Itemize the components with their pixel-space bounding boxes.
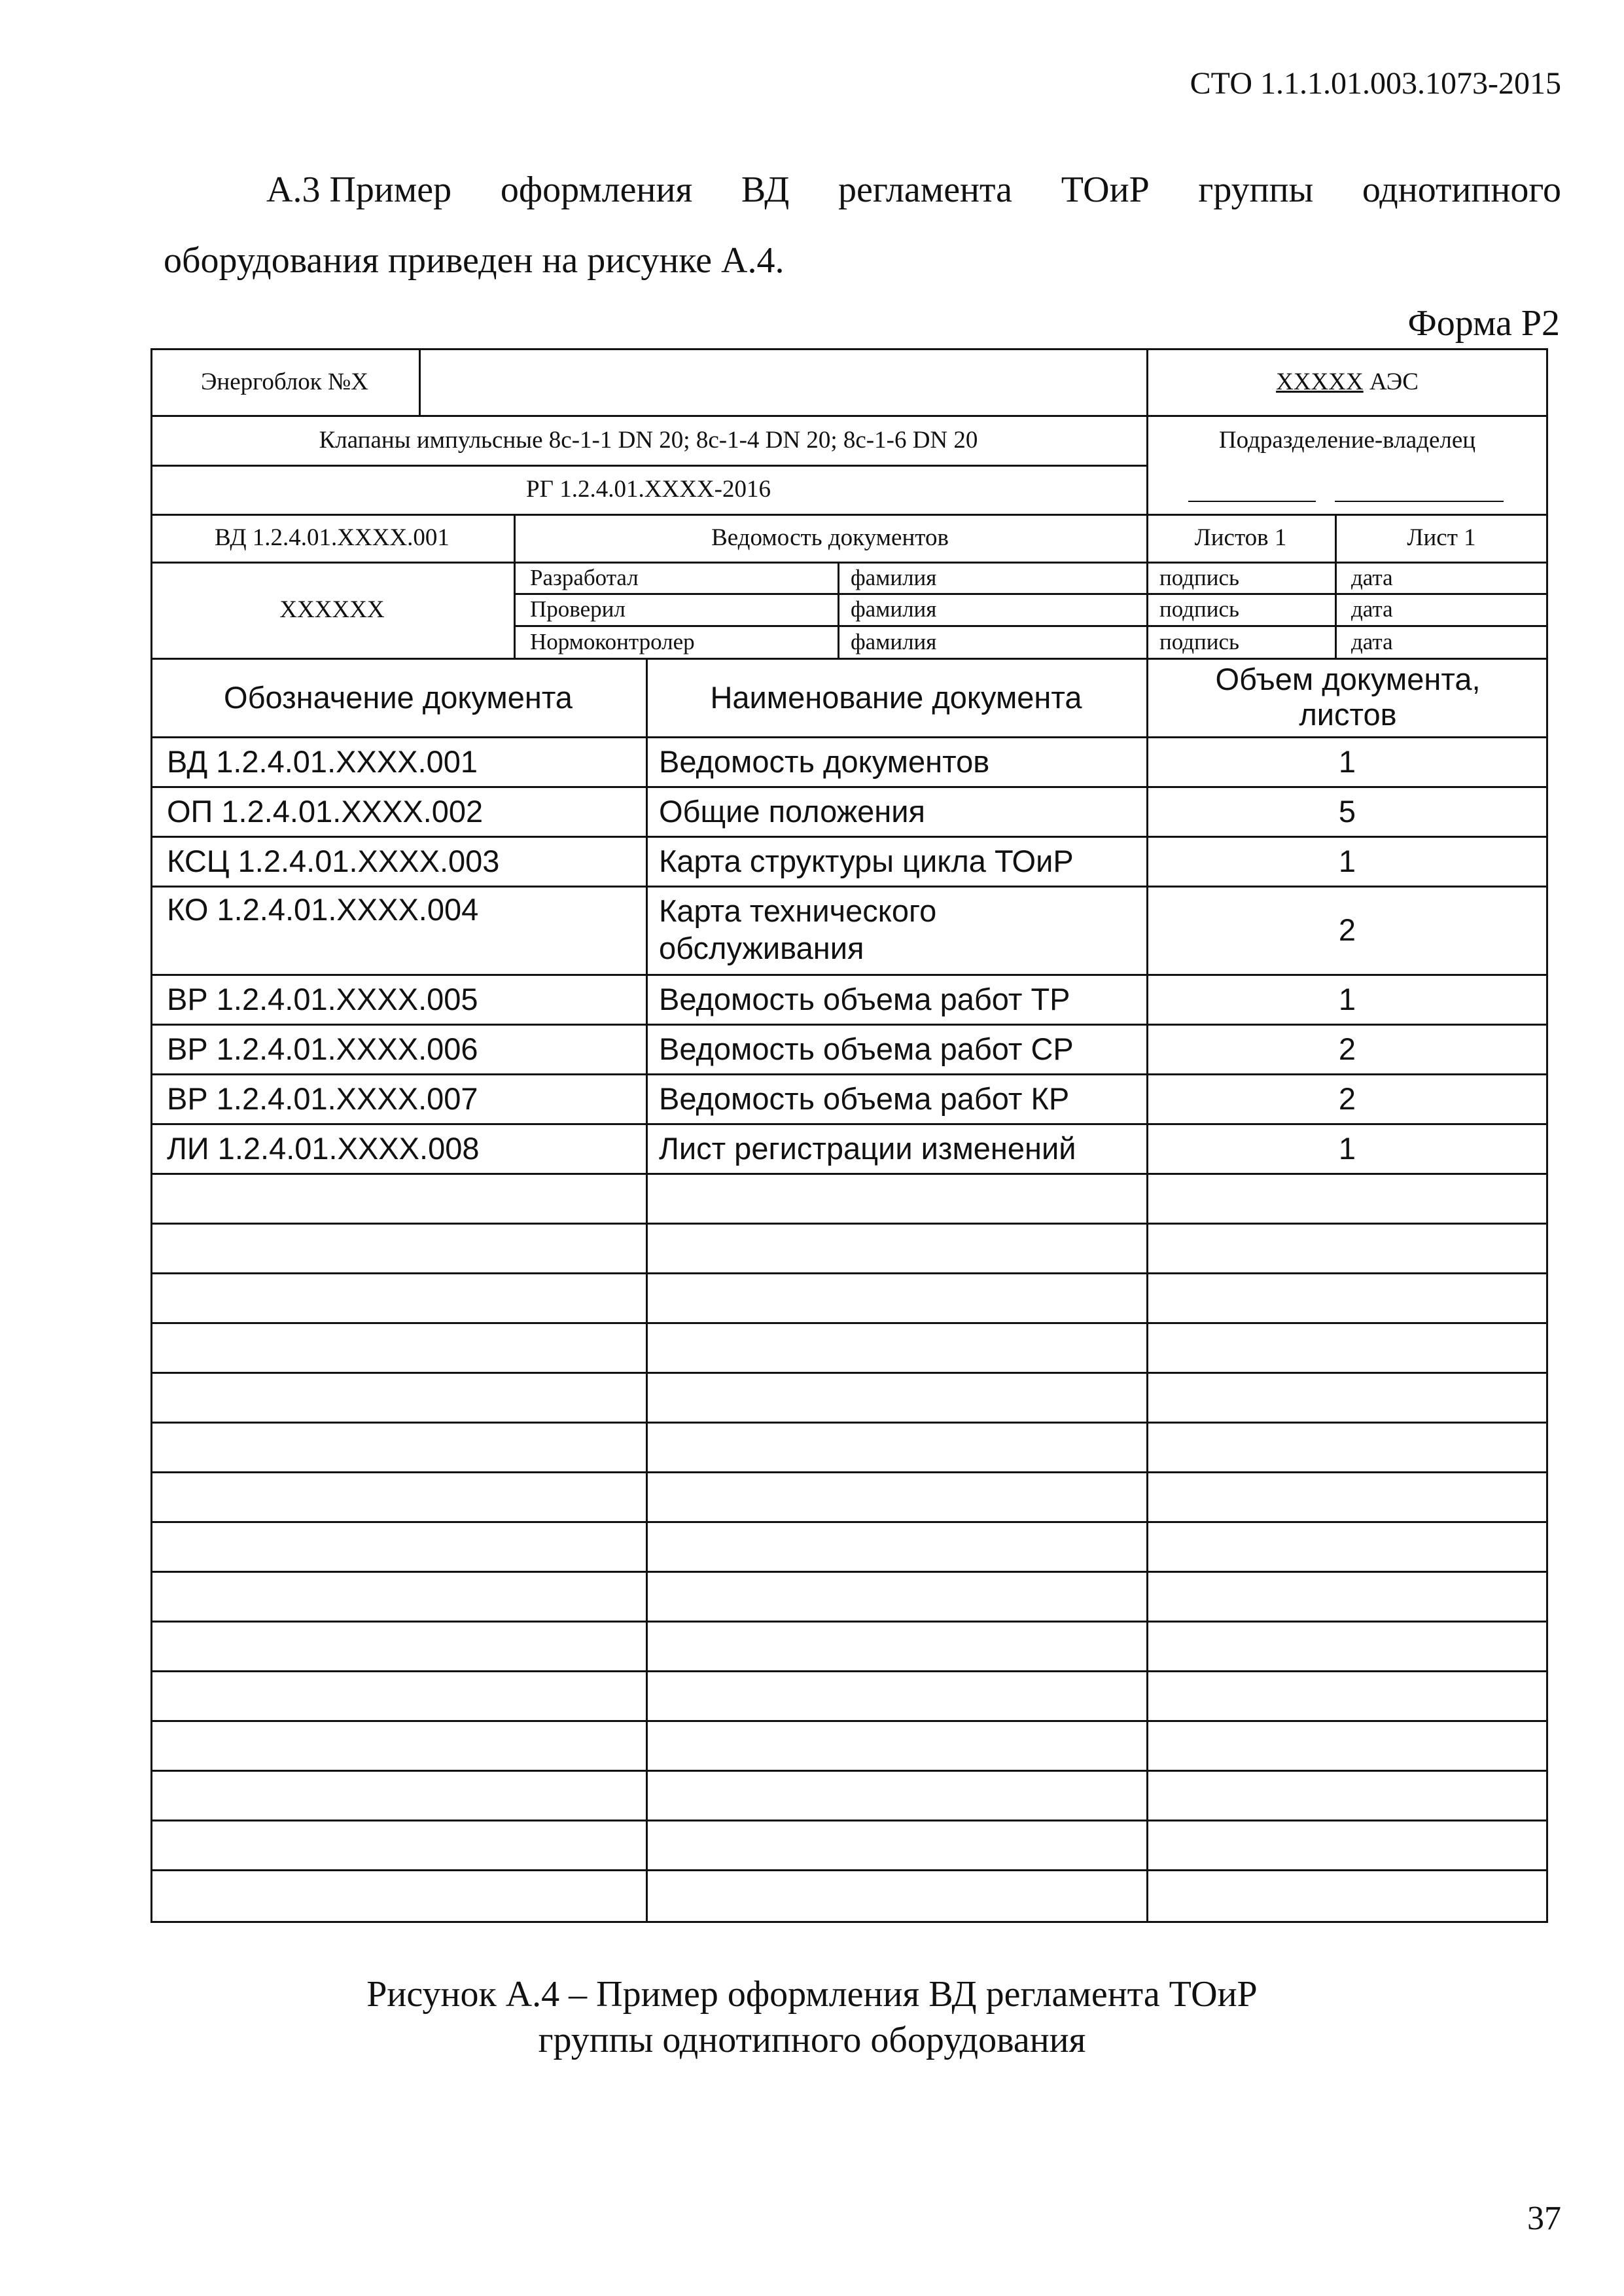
row-doc-code: ОП 1.2.4.01.XXXX.002 xyxy=(167,793,484,829)
document-code: СТО 1.1.1.01.003.1073-2015 xyxy=(1190,66,1561,101)
sheet-number: Лист 1 xyxy=(1407,524,1476,551)
doc-title: Ведомость документов xyxy=(711,524,949,551)
intro-word: А.3 Пример xyxy=(266,170,452,210)
npp-code: XXXXX xyxy=(1276,368,1364,395)
owner-division: Подразделение-владелец xyxy=(1218,426,1476,454)
rule xyxy=(150,1223,1548,1225)
intro-word: регламента xyxy=(838,170,1013,210)
row-doc-pages: 1 xyxy=(1338,981,1356,1016)
form-label: Форма Р2 xyxy=(1407,303,1560,344)
row-doc-pages: 2 xyxy=(1338,912,1356,947)
row-doc-name: Общие положения xyxy=(659,793,925,829)
signer-role: Проверил xyxy=(530,596,626,622)
row-doc-code: КО 1.2.4.01.XXXX.004 xyxy=(167,892,479,927)
rule xyxy=(150,1422,1548,1424)
npp-name xyxy=(1146,348,1548,415)
row-doc-code: ВД 1.2.4.01.XXXX.001 xyxy=(167,744,478,779)
doc-id: ВД 1.2.4.01.XXXX.001 xyxy=(215,524,450,551)
rule xyxy=(150,1322,1548,1324)
org-code: XXXXXX xyxy=(279,596,385,623)
signer-name: фамилия xyxy=(851,628,937,655)
row-doc-code: ВР 1.2.4.01.XXXX.005 xyxy=(167,981,478,1016)
signer-role: Разработал xyxy=(530,564,639,590)
rule xyxy=(150,1820,1548,1821)
signer-signature: подпись xyxy=(1159,596,1239,622)
row-doc-name: Лист регистрации изменений xyxy=(659,1130,1076,1166)
intro-line-2: оборудования приведен на рисунке А.4. xyxy=(164,240,785,281)
row-doc-pages: 1 xyxy=(1338,1130,1356,1166)
rule xyxy=(150,1571,1548,1573)
row-doc-pages: 1 xyxy=(1338,843,1356,878)
signer-date: дата xyxy=(1351,628,1393,655)
caption-line: группы однотипного оборудования xyxy=(538,2020,1086,2060)
rule xyxy=(150,1621,1548,1623)
rule xyxy=(150,1372,1548,1374)
row-doc-name: Ведомость документов xyxy=(659,744,990,779)
intro-word: ТОиР xyxy=(1061,170,1150,210)
row-doc-name: Ведомость объема работ СР xyxy=(659,1031,1074,1066)
row-doc-pages: 5 xyxy=(1338,793,1356,829)
rule xyxy=(150,1272,1548,1274)
rule xyxy=(150,1720,1548,1722)
rule xyxy=(838,562,839,658)
row-doc-pages: 1 xyxy=(1338,744,1356,779)
rule xyxy=(150,1670,1548,1672)
row-doc-name: Карта технического обслуживания xyxy=(659,893,937,965)
signer-name: фамилия xyxy=(851,564,937,590)
row-doc-name: Ведомость объема работ КР xyxy=(659,1081,1070,1116)
intro-line-1 xyxy=(266,169,1561,211)
owner-sign-line xyxy=(1188,501,1316,502)
rule xyxy=(150,1173,1548,1175)
row-doc-pages: 2 xyxy=(1338,1081,1356,1116)
equipment-group: Клапаны импульсные 8с-1-1 DN 20; 8с-1-4 DN 20; 8с-1-6 DN 20 xyxy=(319,426,978,454)
header-doc-volume: Объем документа, листов xyxy=(1215,661,1481,732)
regulation-code: РГ 1.2.4.01.XXXX-2016 xyxy=(526,476,771,503)
row-doc-code: КСЦ 1.2.4.01.XXXX.003 xyxy=(167,843,500,878)
power-unit: Энергоблок №X xyxy=(200,368,369,395)
row-doc-name: Карта структуры цикла ТОиР xyxy=(659,843,1074,878)
signer-signature: подпись xyxy=(1159,628,1239,655)
page-number: 37 xyxy=(1527,2200,1561,2237)
header-doc-code: Обозначение документа xyxy=(224,679,573,715)
row-doc-pages: 2 xyxy=(1338,1031,1356,1066)
header-doc-name: Наименование документа xyxy=(710,679,1082,715)
signer-signature: подпись xyxy=(1159,564,1239,590)
row-doc-code: ВР 1.2.4.01.XXXX.007 xyxy=(167,1081,478,1116)
npp-suffix: АЭС xyxy=(1363,368,1419,395)
sheets-total: Листов 1 xyxy=(1194,524,1287,551)
owner-name-line xyxy=(1335,501,1504,502)
caption-line: Рисунок А.4 – Пример оформления ВД регламента ТОиР xyxy=(366,1974,1258,2015)
rule xyxy=(150,1521,1548,1523)
signer-date: дата xyxy=(1351,564,1393,590)
row-doc-name: Ведомость объема работ ТР xyxy=(659,981,1070,1016)
intro-word: ВД xyxy=(741,170,790,210)
rule xyxy=(419,348,421,415)
rule xyxy=(150,1770,1548,1772)
rule xyxy=(150,1471,1548,1473)
row-doc-code: ВР 1.2.4.01.XXXX.006 xyxy=(167,1031,478,1066)
figure-caption xyxy=(0,1971,1624,2063)
rule xyxy=(646,658,648,1923)
signer-name: фамилия xyxy=(851,596,937,622)
intro-word: оформления xyxy=(500,170,693,210)
signer-role: Нормоконтролер xyxy=(530,628,695,655)
row-doc-code: ЛИ 1.2.4.01.XXXX.008 xyxy=(167,1130,480,1166)
intro-word: группы xyxy=(1198,170,1314,210)
signer-date: дата xyxy=(1351,596,1393,622)
rule xyxy=(150,1869,1548,1871)
intro-word: однотипного xyxy=(1362,170,1561,210)
